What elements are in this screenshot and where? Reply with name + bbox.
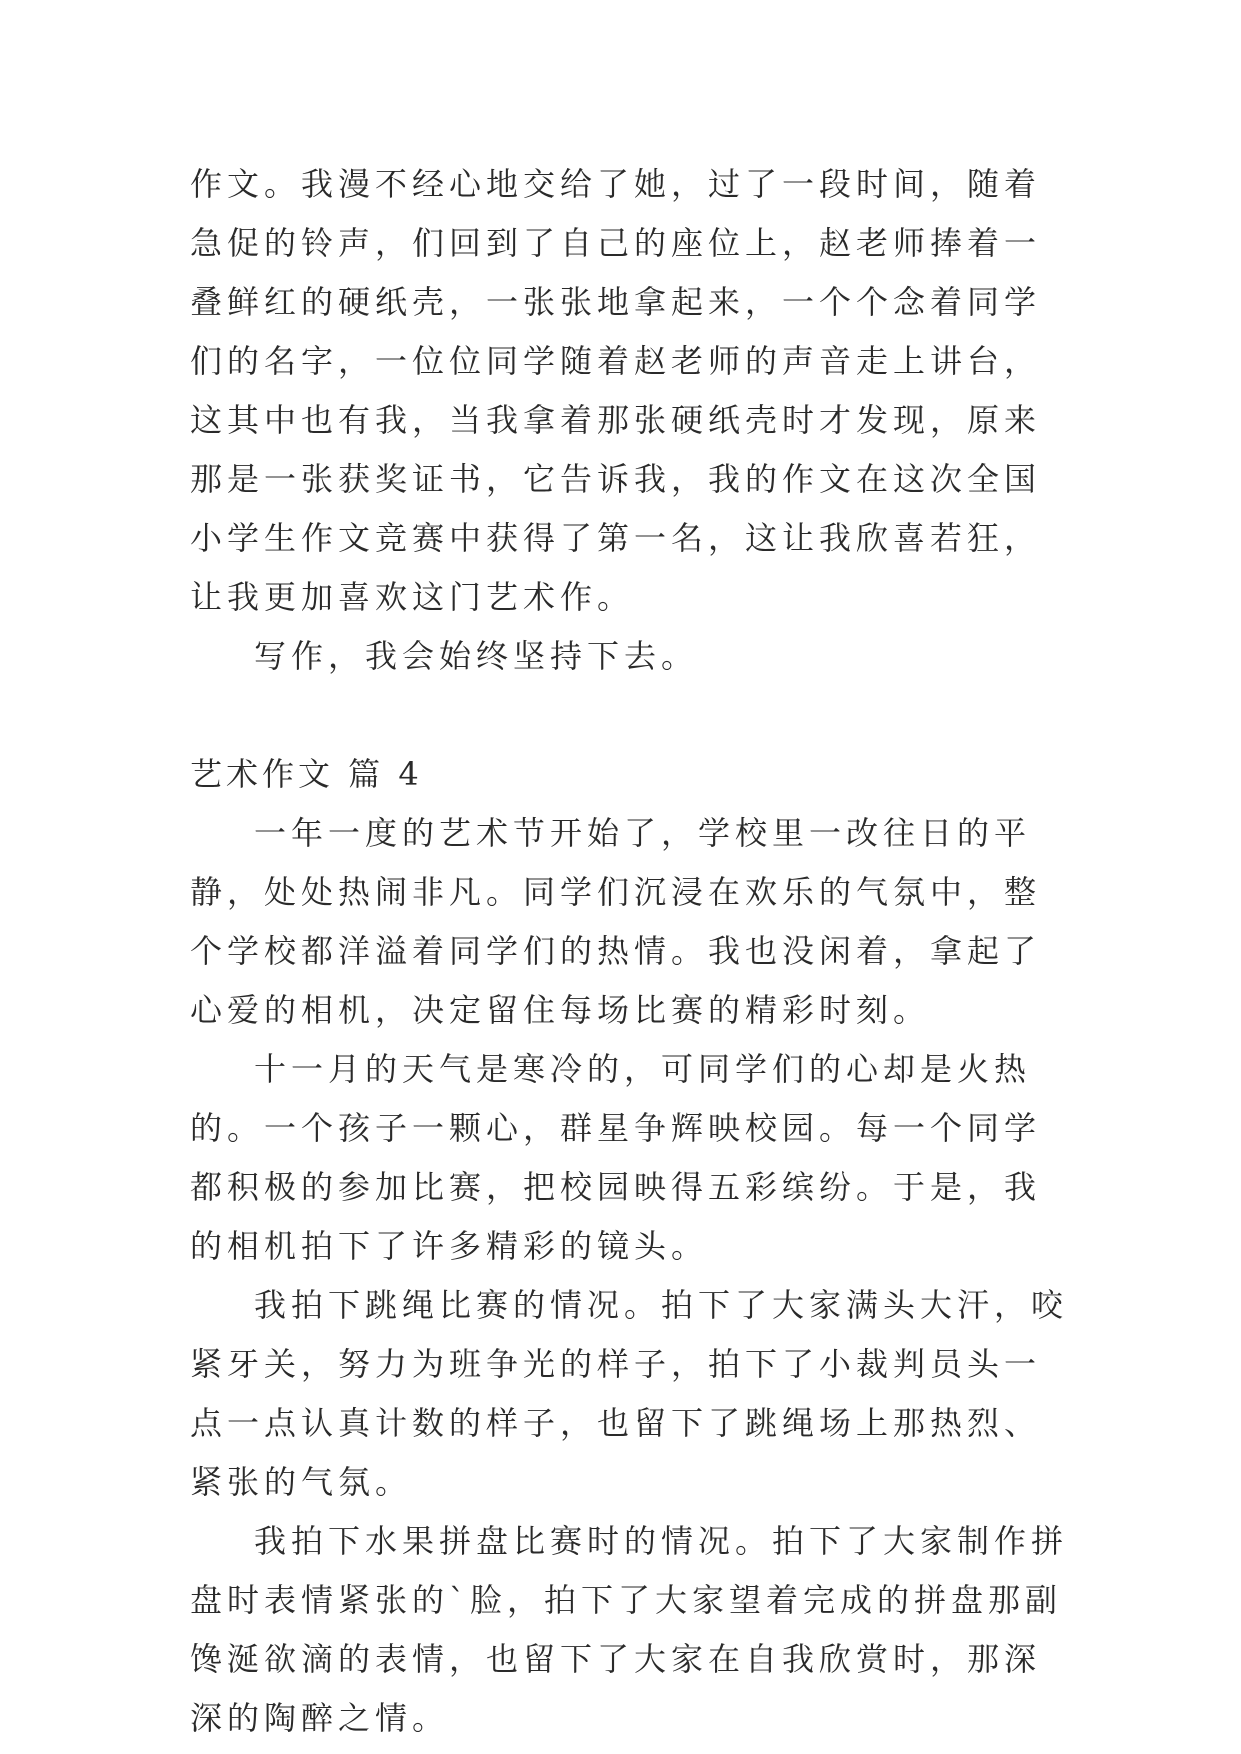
- paragraph-continuation: 作文。我漫不经心地交给了她，过了一段时间，随着急促的铃声，们回到了自己的座位上，赵老师捧着一叠鲜红的硬纸壳，一张张地拿起来，一个个念着同学们的名字，一位位同学随着赵老师的声音走上讲台，这其中也有我，当我拿着那张硬纸壳时才发现，原来那是一张获奖证书，它告诉我，我的作文在这次全国小学生作文竞赛中获得了第一名，这让我欣喜若狂，让我更加喜欢这门艺术作。: [190, 165, 1042, 616]
- document-body: [190, 155, 1070, 1748]
- section-heading: 艺术作文 篇 4: [190, 755, 423, 793]
- section-gap: [190, 686, 1070, 745]
- paragraph: 我拍下跳绳比赛的情况。拍下了大家满头大汗，咬紧牙关，努力为班争光的样子，拍下了小裁判员头一点一点认真计数的样子，也留下了跳绳场上那热烈、紧张的气氛。: [190, 1286, 1069, 1501]
- paragraph: 我拍下水果拼盘比赛时的情况。拍下了大家制作拼盘时表情紧张的`脸，拍下了大家望着完成的拼盘那副馋涎欲滴的表情，也留下了大家在自我欣赏时，那深深的陶醉之情。: [190, 1522, 1069, 1737]
- paragraph: 十一月的天气是寒冷的，可同学们的心却是火热的。一个孩子一颗心，群星争辉映校园。每一个同学都积极的参加比赛，把校园映得五彩缤纷。于是，我的相机拍下了许多精彩的镜头。: [190, 1050, 1042, 1265]
- paragraph: 一年一度的艺术节开始了，学校里一改往日的平静，处处热闹非凡。同学们沉浸在欢乐的气氛中，整个学校都洋溢着同学们的热情。我也没闲着，拿起了心爱的相机，决定留住每场比赛的精彩时刻。: [190, 814, 1042, 1029]
- paragraph-closing: 写作，我会始终坚持下去。: [254, 637, 699, 675]
